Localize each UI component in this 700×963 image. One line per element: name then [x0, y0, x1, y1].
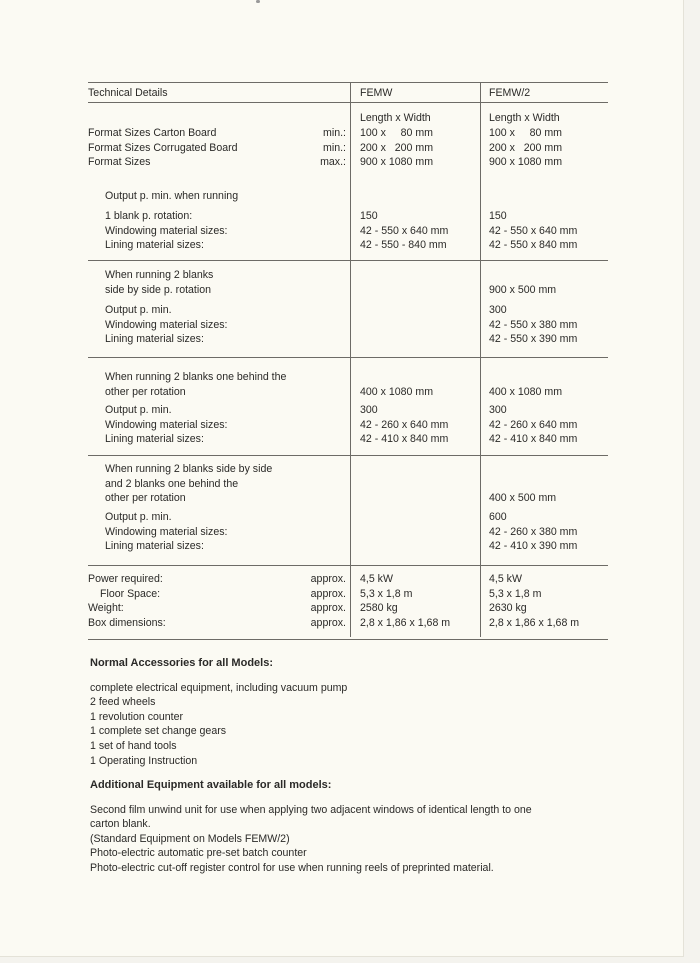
run1-label: Windowing material sizes: — [105, 224, 228, 237]
run1-label: 1 blank p. rotation: — [105, 210, 193, 222]
additional-item: Photo-electric cut-off register control for use when running reels of preprinted material. — [90, 861, 494, 874]
run4-format-femw2: 400 x 500 mm — [489, 492, 557, 505]
run3-heading: When running 2 blanks one behind the — [105, 371, 287, 383]
run4-heading: other per rotation — [105, 492, 186, 505]
format-qualifier: max.: — [320, 156, 346, 169]
run1-value-femw: 42 - 550 x 640 mm — [360, 224, 449, 237]
general-label: Power required: — [88, 573, 163, 585]
header-model-femw: FEMW — [360, 87, 393, 99]
header-technical-details: Technical Details — [88, 87, 168, 99]
run4-label: Output p. min. — [105, 511, 172, 523]
general-qualifier: approx. — [310, 616, 346, 629]
format-value-femw2: 200 x 200 mm — [489, 141, 563, 154]
run3-label: Lining material sizes: — [105, 433, 204, 446]
general-label: Weight: — [88, 602, 124, 615]
additional-equipment-title: Additional Equipment available for all models: — [90, 779, 332, 791]
run3-value-femw: 42 - 410 x 840 mm — [360, 433, 449, 446]
run3-value-femw2: 42 - 260 x 640 mm — [489, 418, 578, 431]
run2-value-femw2: 42 - 550 x 380 mm — [489, 318, 578, 331]
run2-value-femw2: 300 — [489, 304, 507, 316]
run4-heading: and 2 blanks one behind the — [105, 477, 239, 490]
run3-heading: other per rotation — [105, 385, 186, 398]
accessories-section — [90, 656, 347, 768]
accessory-item: 1 Operating Instruction — [90, 754, 198, 767]
additional-item: Photo-electric automatic pre-set batch counter — [90, 847, 307, 860]
run1-value-femw: 42 - 550 - 840 mm — [360, 239, 447, 252]
general-value-femw2: 2630 kg — [489, 602, 527, 615]
general-value-femw: 4,5 kW — [360, 573, 393, 585]
run1-heading: Output p. min. when running — [105, 190, 239, 202]
run2-heading: side by side p. rotation — [105, 283, 211, 296]
run3-value-femw: 300 — [360, 404, 378, 416]
format-value-femw: 200 x 200 mm — [360, 141, 434, 154]
format-value-femw: 100 x 80 mm — [360, 127, 434, 139]
format-label: Format Sizes — [88, 156, 151, 169]
general-qualifier: approx. — [310, 587, 346, 600]
general-value-femw: 2580 kg — [360, 602, 398, 615]
row-separator — [88, 455, 608, 456]
punch-mark — [256, 0, 260, 3]
run4-label: Windowing material sizes: — [105, 525, 228, 538]
column-divider — [480, 82, 481, 637]
general-value-femw: 5,3 x 1,8 m — [360, 587, 413, 600]
run3-format-femw: 400 x 1080 mm — [360, 385, 434, 398]
general-qualifier: approx. — [310, 602, 346, 615]
general-label: Box dimensions: — [88, 616, 166, 629]
format-label: Format Sizes Carton Board — [88, 127, 217, 139]
accessory-item: complete electrical equipment, including vacuum pump — [90, 681, 348, 694]
row-separator — [88, 565, 608, 566]
run2-value-femw2: 42 - 550 x 390 mm — [489, 333, 578, 346]
format-qualifier: min.: — [323, 141, 346, 154]
run4-value-femw2: 600 — [489, 511, 507, 523]
table-top-rule — [88, 82, 608, 83]
additional-item: carton blank. — [90, 818, 151, 831]
run3-value-femw2: 42 - 410 x 840 mm — [489, 433, 578, 446]
format-value-femw2: 100 x 80 mm — [489, 127, 563, 139]
accessory-item: 1 revolution counter — [90, 710, 184, 723]
general-label: Floor Space: — [100, 587, 161, 600]
accessory-item: 1 complete set change gears — [90, 725, 227, 738]
header-rule — [88, 102, 608, 103]
accessory-item: 2 feed wheels — [90, 696, 156, 709]
run1-value-femw2: 42 - 550 x 640 mm — [489, 224, 578, 237]
format-qualifier: min.: — [323, 127, 346, 139]
run2-heading: When running 2 blanks — [105, 269, 214, 281]
run4-value-femw2: 42 - 410 x 390 mm — [489, 540, 578, 553]
format-label: Format Sizes Corrugated Board — [88, 141, 238, 154]
accessories-title: Normal Accessories for all Models: — [90, 657, 273, 669]
unit-heading-femw2: Length x Width — [489, 112, 560, 124]
run1-value-femw2: 42 - 550 x 840 mm — [489, 239, 578, 252]
run2-label: Lining material sizes: — [105, 333, 204, 346]
unit-heading-femw: Length x Width — [360, 112, 431, 124]
run1-value-femw2: 150 — [489, 210, 507, 222]
format-value-femw: 900 x 1080 mm — [360, 156, 434, 169]
additional-item: Second film unwind unit for use when applying two adjacent windows of identical length to one — [90, 803, 532, 816]
general-value-femw2: 5,3 x 1,8 m — [489, 587, 542, 600]
run3-label: Windowing material sizes: — [105, 418, 228, 431]
run4-label: Lining material sizes: — [105, 540, 204, 553]
column-divider — [350, 82, 351, 637]
run1-label: Lining material sizes: — [105, 239, 204, 252]
header-model-femw2: FEMW/2 — [489, 87, 531, 99]
row-separator — [88, 357, 608, 358]
additional-equipment-section — [90, 778, 532, 876]
run4-heading: When running 2 blanks side by side — [105, 463, 273, 475]
general-value-femw2: 4,5 kW — [489, 573, 522, 585]
run1-value-femw: 150 — [360, 210, 378, 222]
run3-label: Output p. min. — [105, 404, 172, 416]
general-value-femw: 2,8 x 1,86 x 1,68 m — [360, 616, 451, 629]
general-value-femw2: 2,8 x 1,86 x 1,68 m — [489, 616, 580, 629]
general-qualifier: approx. — [310, 573, 346, 585]
format-value-femw2: 900 x 1080 mm — [489, 156, 563, 169]
run4-value-femw2: 42 - 260 x 380 mm — [489, 525, 578, 538]
run3-value-femw: 42 - 260 x 640 mm — [360, 418, 449, 431]
run2-format-femw2: 900 x 500 mm — [489, 283, 557, 296]
table-bottom-rule — [88, 639, 608, 640]
row-separator — [88, 260, 608, 261]
run3-format-femw2: 400 x 1080 mm — [489, 385, 563, 398]
run2-label: Output p. min. — [105, 304, 172, 316]
accessory-item: 1 set of hand tools — [90, 739, 177, 752]
additional-item: (Standard Equipment on Models FEMW/2) — [90, 832, 290, 845]
run3-value-femw2: 300 — [489, 404, 507, 416]
run2-label: Windowing material sizes: — [105, 318, 228, 331]
